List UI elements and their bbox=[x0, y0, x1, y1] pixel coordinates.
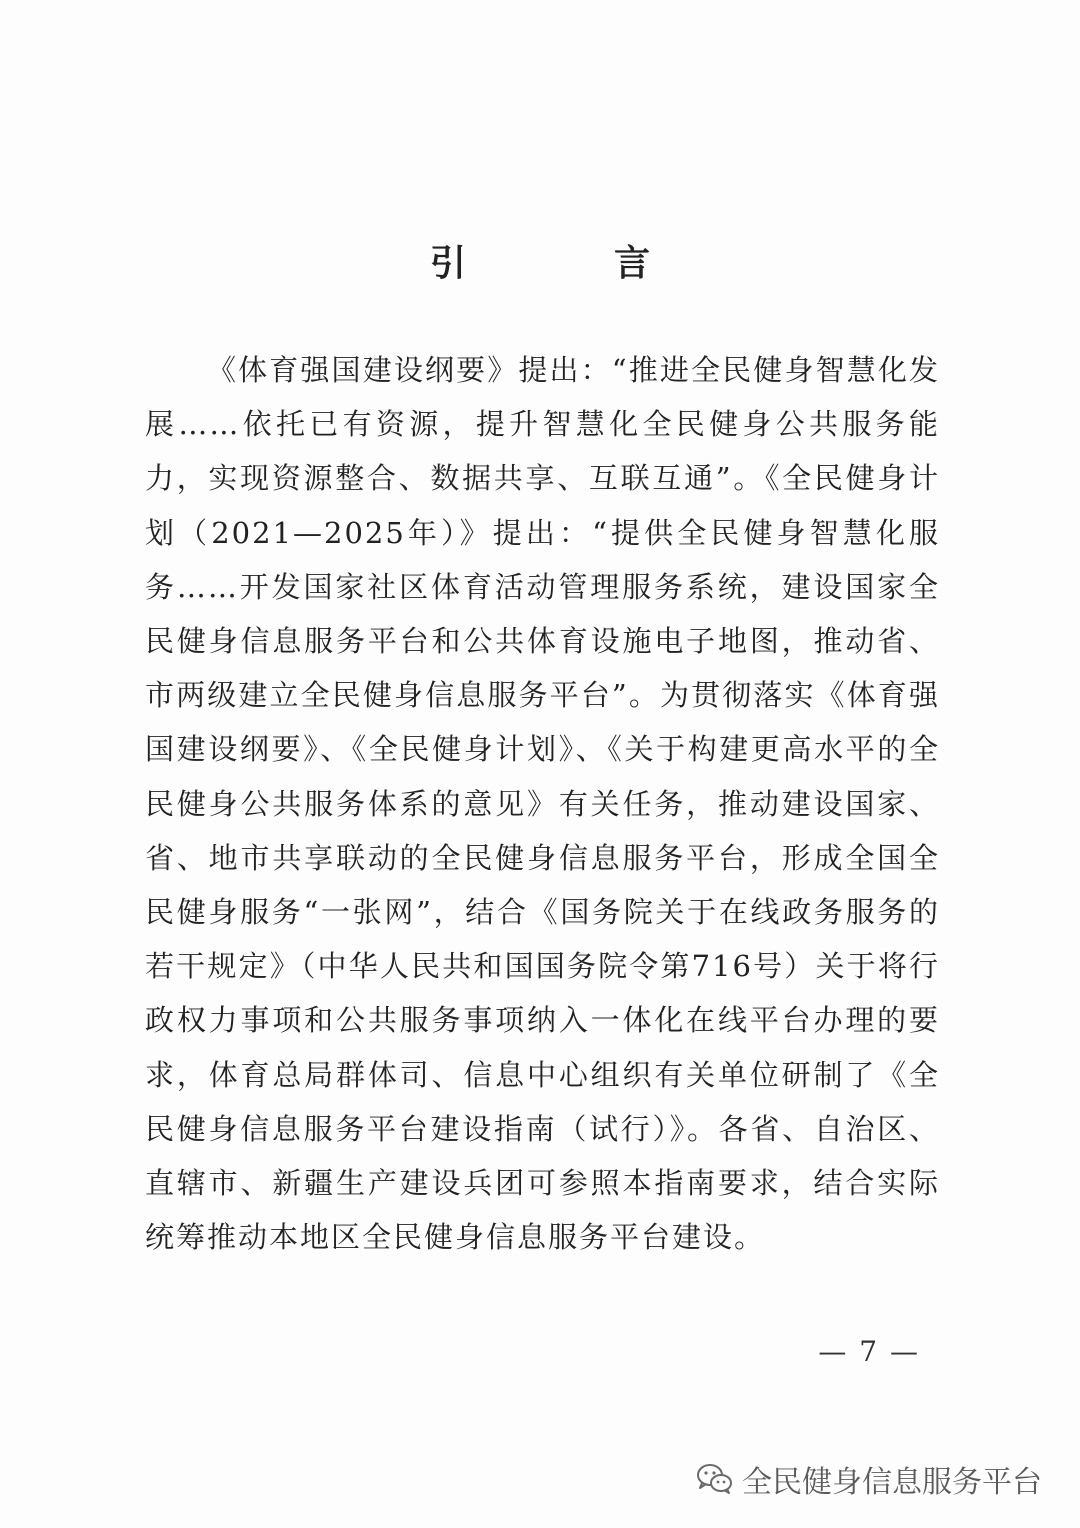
body-paragraph: 《体育强国建设纲要》提出：“推进全民健身智慧化发展……依托已有资源，提升智慧化全民健身公共服务能力，实现资源整合、数据共享、互联互通”。《全民健身计划（2021—2025年）》提出：“提供全民健身智慧化服务……开发国家社区体育活动管理服务系统，建设国家全民健身信息服务平台和公共体育设施电子地图，推动省、市两级建立全民健身信息服务平台”。为贯彻落实《体育强国建设纲要》、《全民健身计划》、《关于构建更高水平的全民健身公共服务体系的意见》有关任务，推动建设国家、省、地市共享联动的全民健身信息服务平台，形成全国全民健身服务“一张网”，结合《国务院关于在线政务服务的若干规定》（中华人民共和国国务院令第716号）关于将行政权力事项和公共服务事项纳入一体化在线平台办理的要求，体育总局群体司、信息中心组织有关单位研制了《全民健身信息服务平台建设指南（试行）》。各省、自治区、直辖市、新疆生产建设兵团可参照本指南要求，结合实际统筹推动本地区全民健身信息服务平台建设。 bbox=[145, 353, 940, 1255]
page-title: 引 言 bbox=[429, 243, 706, 284]
watermark-text: 全民健身信息服务平台 bbox=[742, 1465, 1042, 1500]
page-number: — 7 — bbox=[818, 1335, 920, 1368]
watermark bbox=[696, 1453, 1042, 1505]
wechat-icon bbox=[696, 1462, 734, 1496]
